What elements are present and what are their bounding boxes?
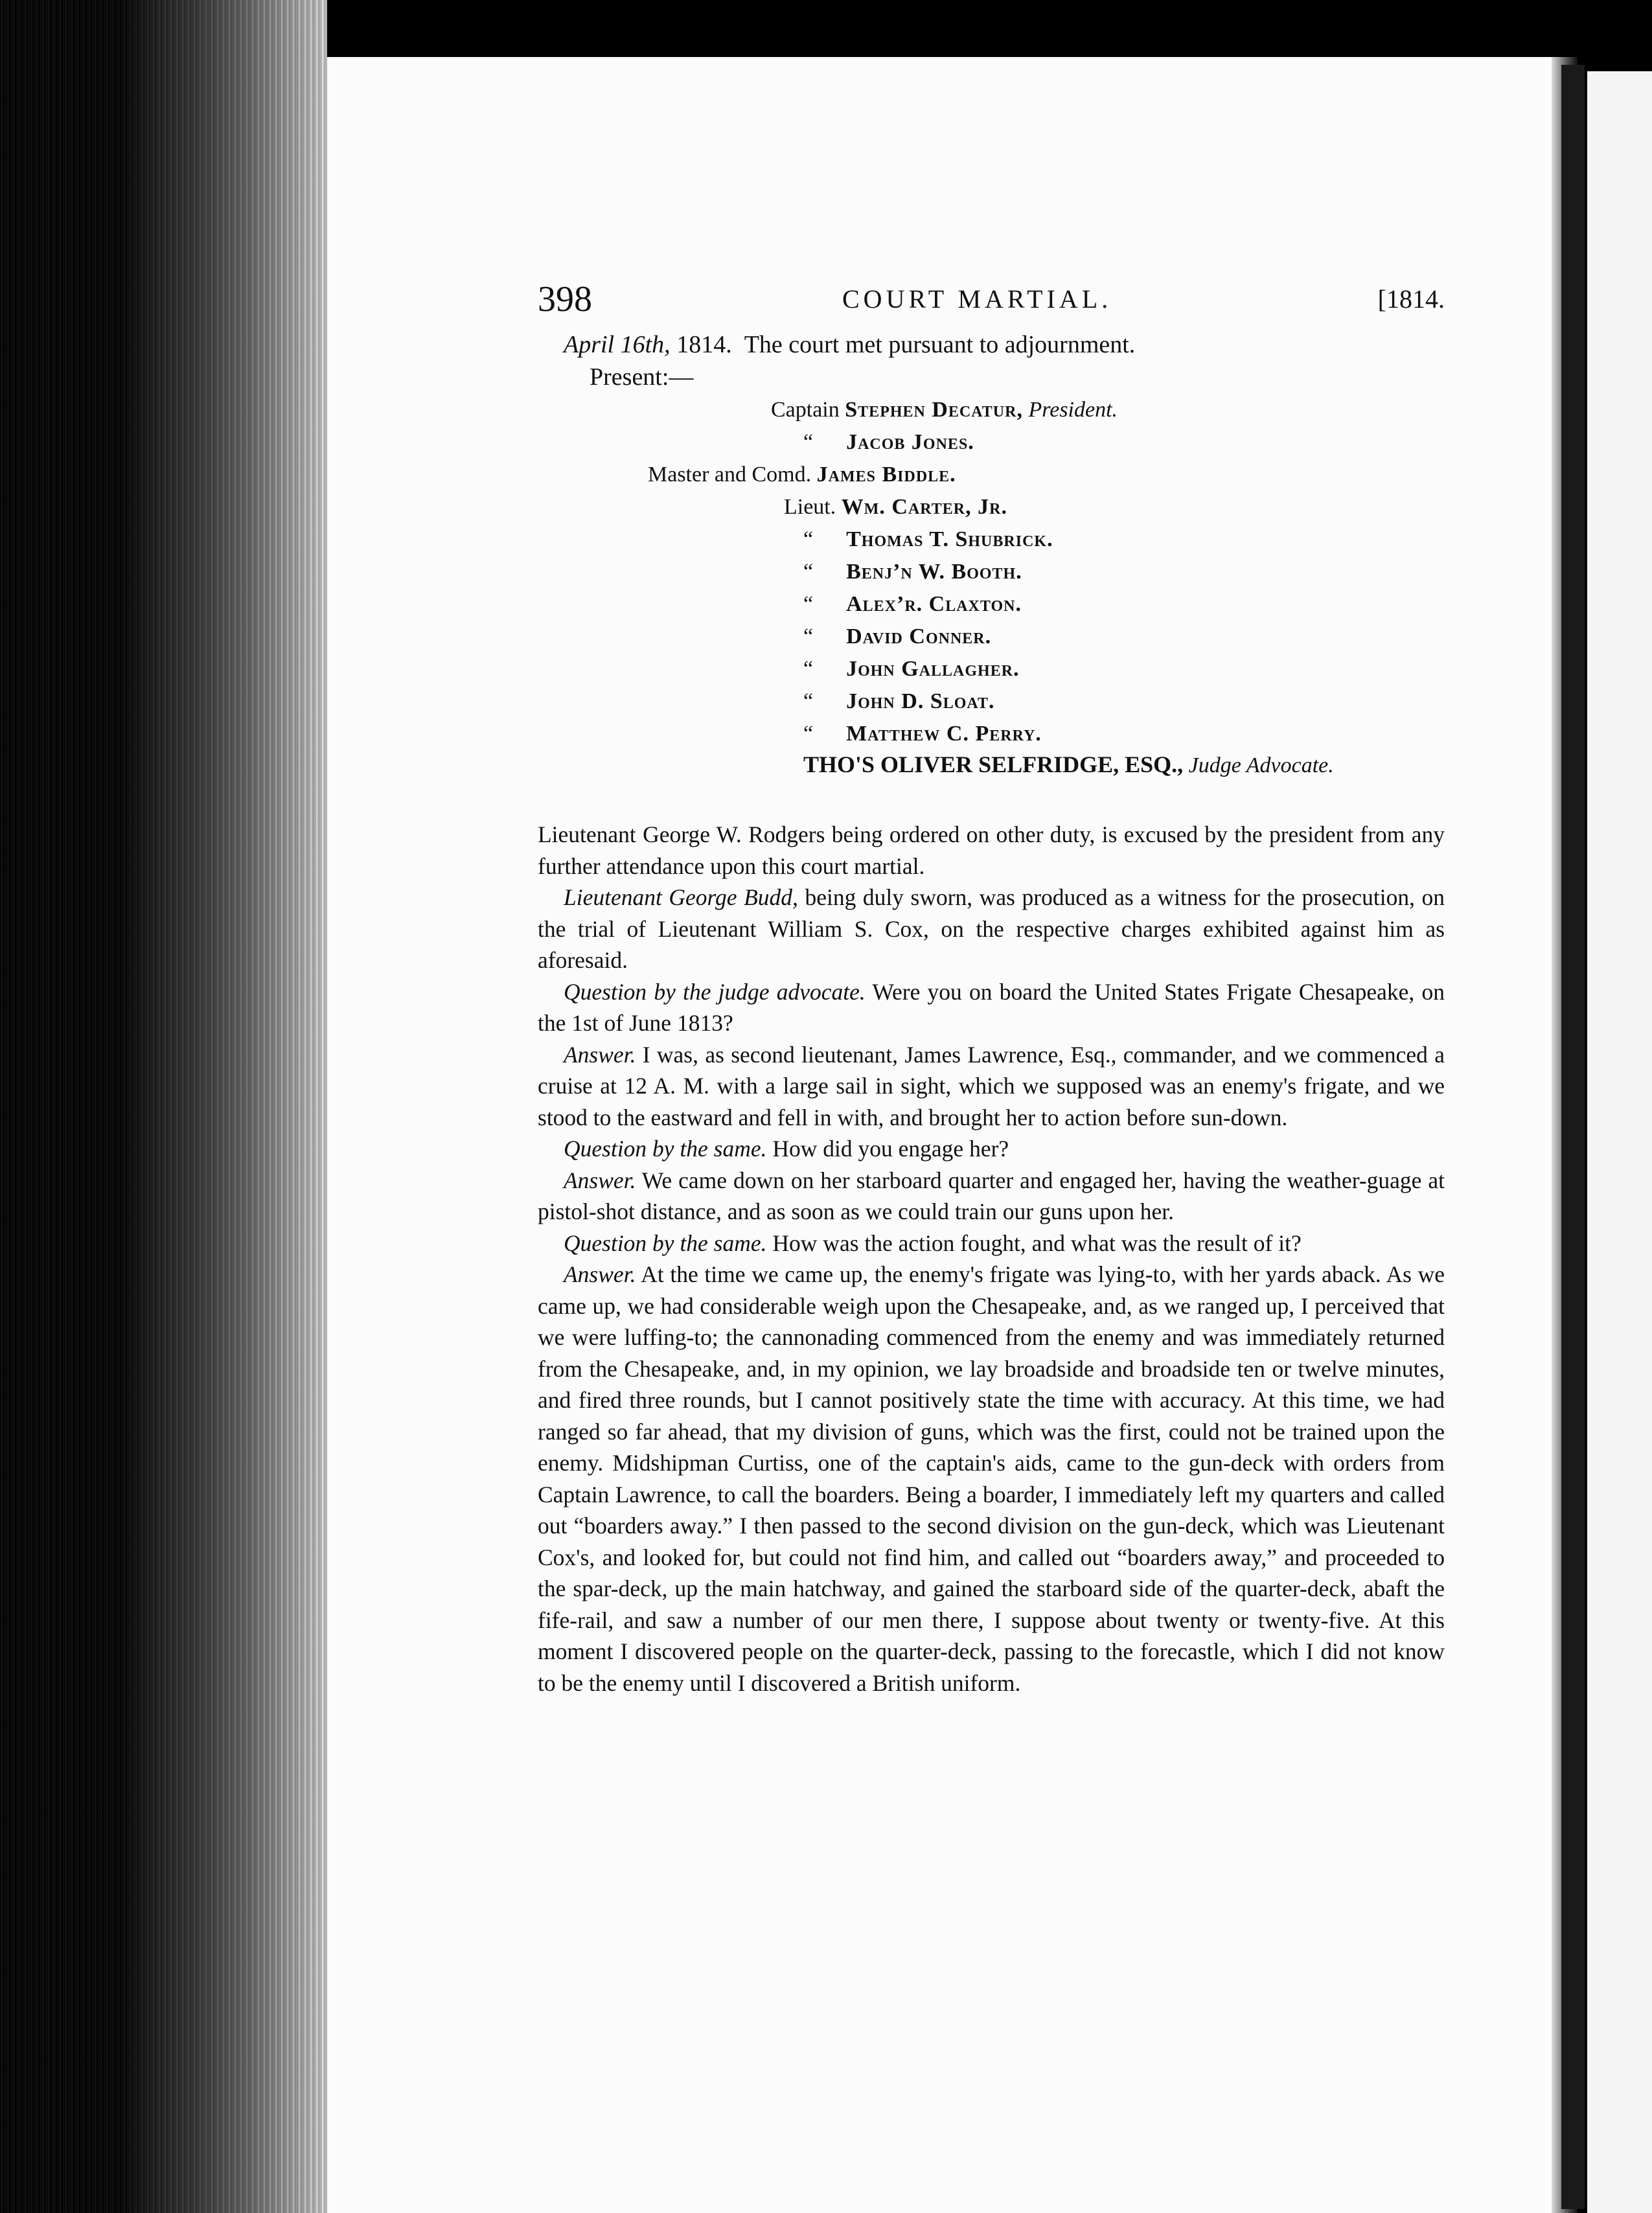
running-head — [538, 279, 1445, 330]
judge-advocate — [803, 751, 1334, 778]
running-year: [1814. — [1377, 284, 1445, 314]
testimony-body — [538, 819, 1445, 1699]
roster-entry: “ David Conner. — [803, 625, 992, 648]
facing-page-edge — [1587, 71, 1652, 2213]
roster-entry: “ Thomas T. Shubrick. — [803, 527, 1053, 551]
dateline-date: April 16th, — [564, 331, 671, 358]
roster-entry: “ Matthew C. Perry. — [803, 722, 1042, 746]
paragraph: Lieutenant George W. Rodgers being ordered on other duty, is excused by the president from any further attendance upon this court martial. — [538, 821, 1445, 879]
paragraph: Lieutenant George Budd, being duly sworn, was produced as a witness for the prosecution, on the trial of Lieutenant William S. Cox, on the respective charges exhibited against him as aforesaid. — [538, 884, 1445, 973]
page-fore-edge — [1561, 65, 1585, 2209]
roster-entry: Master and Comd. James Biddle. — [648, 463, 956, 487]
page-content — [538, 279, 1445, 1699]
book-binding-edge — [0, 0, 327, 2213]
judge-advocate-role: Judge Advocate. — [1188, 753, 1334, 777]
roster-entry: “ Benj’n W. Booth. — [803, 560, 1022, 584]
roster-entry: Captain Stephen Decatur, President. — [771, 398, 1118, 422]
page-number: 398 — [538, 279, 592, 319]
roster-entry: “ John Gallagher. — [803, 657, 1020, 681]
paragraph: Question by the same. How was the action fought, and what was the result of it? — [564, 1230, 1302, 1256]
roster-entry: “ John D. Sloat. — [803, 689, 995, 713]
paragraph: Question by the judge advocate. Were you on board the United States Frigate Chesapeake, on the 1st of June 1813? — [538, 978, 1445, 1036]
running-title: COURT MARTIAL. — [842, 284, 1112, 314]
paragraph: Question by the same. How did you engage her? — [564, 1136, 1009, 1162]
paragraph: Answer. We came down on her starboard quarter and engaged her, having the weather-guage at pistol-shot distance, and as soon as we could train our guns upon her. — [538, 1167, 1445, 1224]
roster-entry: Lieut. Wm. Carter, Jr. — [784, 495, 1007, 519]
judge-advocate-name: THO'S OLIVER SELFRIDGE, ESQ., — [803, 751, 1184, 777]
dateline — [564, 330, 1445, 359]
roster-entry: “ Jacob Jones. — [803, 430, 974, 454]
court-roster — [538, 391, 1445, 777]
roster-entry: “ Alex’r. Claxton. — [803, 592, 1022, 616]
present-label: Present:— — [590, 363, 694, 391]
paragraph: Answer. I was, as second lieutenant, James Lawrence, Esq., commander, and we commenced a cruise at 12 A. M. with a large sail in sight, which we supposed was an enemy's frigate, and we stood to the eastward and fell in with, and brought her to action before sun-down. — [538, 1041, 1445, 1130]
dateline-year: 1814. — [676, 331, 732, 358]
dateline-text: The court met pursuant to adjournment. — [744, 331, 1136, 358]
paragraph: Answer. At the time we came up, the enemy's frigate was lying-to, with her yards aback. As we came up, we had considerable weigh upon the Chesapeake, and, as we ranged up, I perceived that we were luffing-to; the cannonading commenced from the enemy and was immediately returned from the Chesapeake, and, in my opinion, we lay broadside and broadside ten or twelve minutes, and fired three rounds, but I cannot positively state the time with accuracy. At this time, we had ranged so far ahead, that my division of guns, which was the first, could not be trained upon the enemy. Midshipman Curtiss, one of the captain's aids, came to the gun-deck with orders from Captain Lawrence, to call the boarders. Being a boarder, I immediately left my quarters and called out “boarders away.” I then passed to the second division on the gun-deck, which was Lieutenant Cox's, and looked for, but could not find him, and called out “boarders away,” and proceeded to the spar-deck, up the main hatchway, and gained the starboard side of the quarter-deck, abaft the fife-rail, and saw a number of our men there, I suppose about twenty or twenty-five. At this moment I discovered people on the quarter-deck, passing to the forecastle, which I did not know to be the enemy until I discovered a British uniform. — [538, 1261, 1445, 1696]
